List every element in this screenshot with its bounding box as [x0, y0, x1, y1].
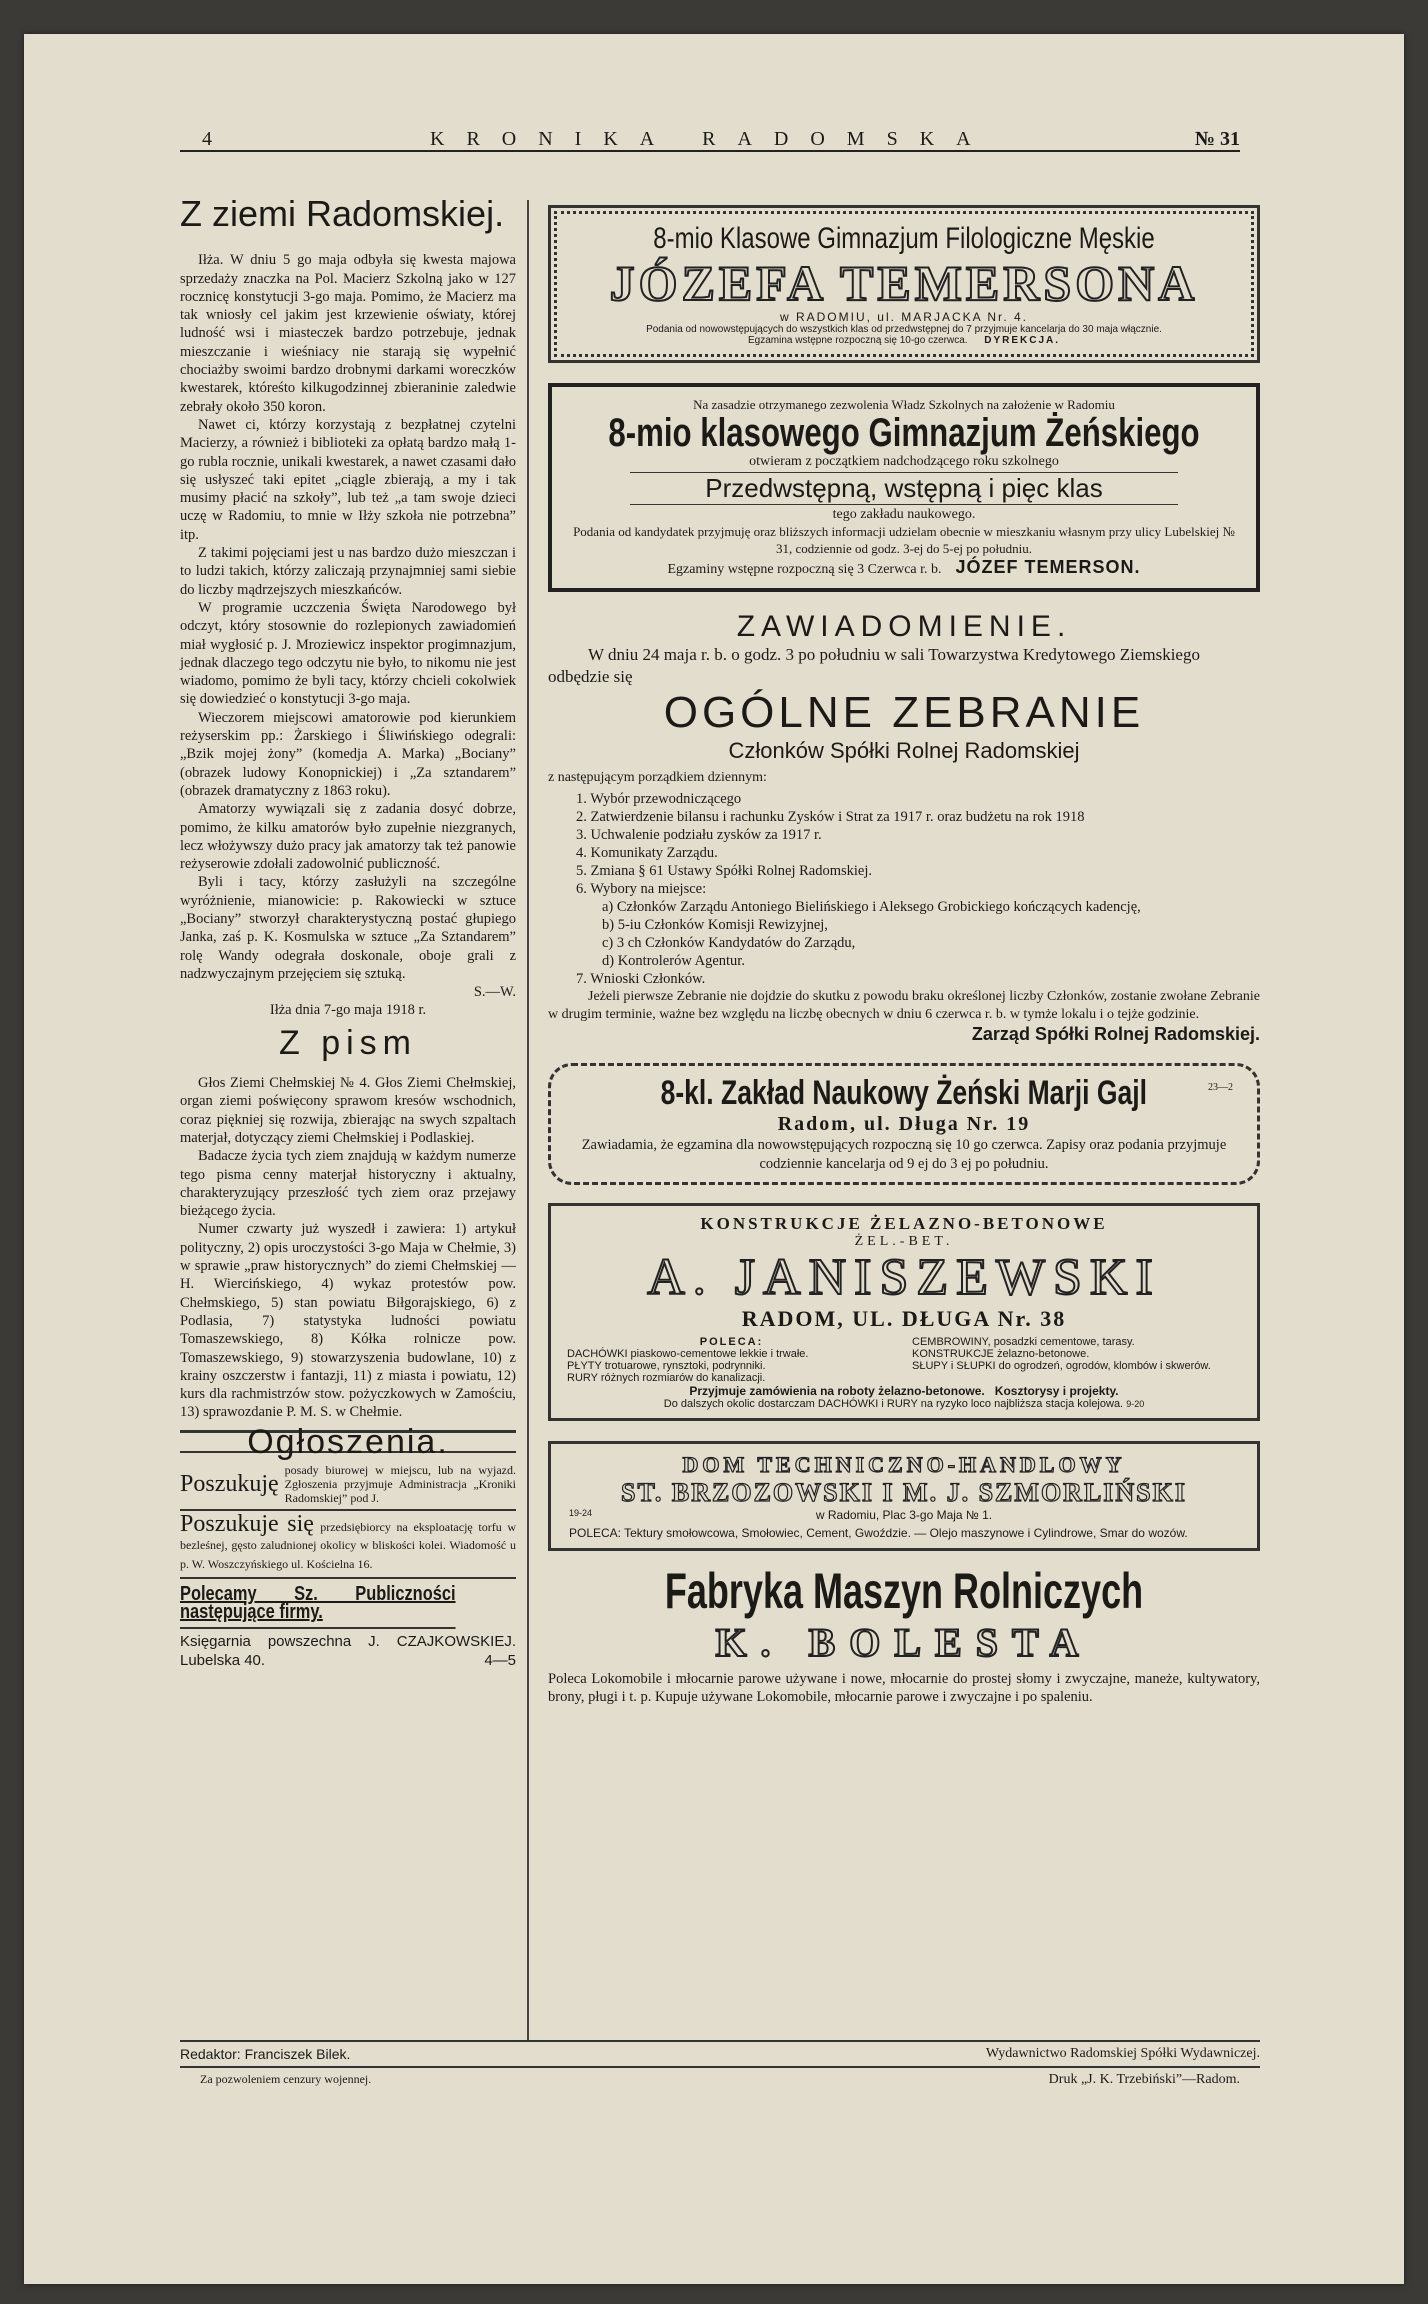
notice-title: ZAWIADOMIENIE.	[736, 610, 1072, 643]
ad-firms-heading: Polecamy Sz. Publiczności następujące firmy.	[180, 1579, 456, 1630]
ad-line: Przyjmuje zamówienia na roboty żelazno-betonowe. Kosztorysy i projekty.	[689, 1384, 1119, 1398]
ad-line: Na zasadzie otrzymanego zezwolenia Władz Szkolnych na założenie w Radomiu	[693, 397, 1115, 412]
ad-address: w RADOMIU, ul. MARJACKA Nr. 4.	[779, 310, 1029, 324]
article-date: Iłża dnia 7-go maja 1918 r.	[269, 1002, 427, 1019]
ad-line: ŻEL.-BET.	[854, 1234, 954, 1249]
agenda-item: d) Kontrolerów Agentur.	[602, 953, 745, 969]
ad-text: Poleca Lokomobile i młocarnie parowe używane i nowe, młocarnie do prostej słomy i zwyczajne, maneże, kultywatory, brony, pługi i t. p. Kupuje używane Lokomobile, młocarnie parowe i zwyczajne i po spaleniu.	[548, 1671, 1260, 1705]
ad-line: DOM TECHNICZNO-HANDLOWY	[682, 1452, 1126, 1477]
page-footer	[180, 2040, 1260, 2088]
column-divider	[527, 200, 529, 2040]
agenda-item: 5. Zmiana § 61 Ustawy Spółki Rolnej Radomskiej.	[576, 863, 873, 879]
agenda-item: 2. Zatwierdzenie bilansu i rachunku Zysków i Strat za 1917 r. oraz budżetu na rok 1918	[576, 809, 1085, 825]
ad-poleca: POLECA:	[699, 1336, 764, 1348]
ad-line: Egzamina wstępne rozpoczną się 10-go czerwca. DYREKCJA.	[747, 335, 1061, 346]
agenda-item: 4. Komunikaty Zarządu.	[576, 845, 718, 861]
classified-ad	[180, 1459, 516, 1511]
ad-line: Podania od nowowstępujących do wszystkich klas od przedwstępnej do 7 przyjmuje kancelarja do 30 maja włącznie.	[646, 324, 1162, 335]
ad-line: KONSTRUKCJE ŻELAZNO-BETONOWE	[700, 1214, 1108, 1233]
notice-sub: Członków Spółki Rolnej Radomskiej	[728, 738, 1080, 763]
agenda-item: 7. Wnioski Członków.	[576, 971, 706, 987]
notice-signature: Zarząd Spółki Rolnej Radomskiej.	[971, 1024, 1260, 1044]
ad-bolesta	[548, 1563, 1260, 1706]
article-paragraph: Numer czwarty już wyszedł i zawiera: 1) artykuł polityczny, 2) opis uroczystości 3-go Maja w Chełmie, 3) w sprawie „praw historycznych” do ziemi Chełmskiej — H. Wiercińskiego, 4) wykaz protestów pow. Chełmskiego, 5) stan powiatu Biłgorajskiego, 6) z Podlasia, 7) statystyka ludności powiatu Tomaszewskiego, 8) Kółka rolnicze pow. Tomaszewskiego, 9) stowarzyszenia budowlane, 10) z krainy oszczerstw i fantazji, 11) z miasta i powiatu, 12) kurs dla rachmistrzów stow. pożyczkowych w Zamościu, 13) sprawozdanie P. M. S. w Chełmie.	[180, 1221, 516, 1421]
notice-text: W dniu 24 maja r. b. o godz. 3 po południu w sali Towarzystwa Kredytowego Ziemskiego odbędzie się	[548, 645, 1200, 686]
ad-janiszewski	[548, 1203, 1260, 1421]
section-title-press: Z pism	[279, 1023, 417, 1062]
ad-line: POLECA: Tektury smołowcowa, Smołowiec, Cement, Gwoździe. — Olejo maszynowe i Cylindrowe, Smar do wozów.	[569, 1526, 1188, 1540]
ad-zaklad-gajl	[548, 1063, 1260, 1185]
issue-number: № 31	[1194, 128, 1240, 150]
ad-line: Podania od kandydatek przyjmuję oraz bliższych informacji udzielam obecnie w mieszkaniu własnym przy ulicy Lubelskiej № 31, codziennie od godz. 3-ej do 5-ej po południu.	[573, 524, 1235, 556]
notice-text: Jeżeli pierwsze Zebranie nie dojdzie do skutku z powodu braku określonej liczby Członków, zostanie zwołane Zebranie w drugim terminie, ważne bez względu na liczbę obecnych w dniu 6 czerwca r. b. w tymże lokalu i o tejże godzinie.	[548, 989, 1260, 1022]
article-paragraph: Iłża. W dniu 5 go maja odbyła się kwesta majowa sprzedaży znaczka na Pol. Macierz Szkolną jako w 127 rocznicę konstytucji 3-go maja. Pomimo, że Macierz ma tak wniosły cel jakim jest krzewienie oświaty, której ludność wsi i miasteczek bardzo potrzebuje, jednak mieszczanie i wieśniacy nie starają się wypełnić chociażby swoimi bardzo drobnymi darkami woreczków kwestarek, któreśto kilkugodzinnej zbieraninie zaledwie zebrały około 350 koron.	[180, 252, 516, 415]
ad-line: RURY różnych rozmiarów do kanalizacji.	[567, 1372, 766, 1384]
printer: Druk „J. K. Trzebiński”—Radom.	[1048, 2072, 1240, 2087]
ad-number: 4—5	[484, 1651, 516, 1669]
ad-address: 19-24 w Radomiu, Plac 3-go Maja № 1.	[569, 1508, 993, 1522]
ad-name: K. BOLESTA	[715, 1620, 1093, 1665]
ad-name: A. JANISZEWSKI	[647, 1249, 1161, 1306]
agenda-item: c) 3 ch Członków Kandydatów do Zarządu,	[602, 935, 856, 951]
agenda-list	[576, 790, 1260, 988]
classified-ad	[180, 1511, 516, 1579]
classified-ad	[180, 1629, 516, 1674]
agenda-item: b) 5-iu Członków Komisji Rewizyjnej,	[602, 917, 828, 933]
ad-line: Zawiadamia, że egzamina dla nowowstępujących rozpoczną się 10 go czerwca. Zapisy oraz podania przyjmuje codziennie kancelarja od 9 ej do 3 ej po południu.	[581, 1137, 1227, 1172]
page-number: 4	[202, 128, 212, 150]
publisher: Wydawnictwo Radomskiej Spółki Wydawniczej.	[985, 2046, 1260, 2061]
ad-title: Fabryka Maszyn Rolniczych	[664, 1563, 1144, 1619]
ad-name: ST. BRZOZOWSKI I M. J. SZMORLIŃSKI	[621, 1478, 1187, 1507]
ad-gimnazjum-meskie	[554, 211, 1254, 357]
article-paragraph: Nawet ci, którzy korzystają z bezpłatnej czytelni Macierzy, a również i biblioteki za opłatą bardzo małą 1-go rubla rocznie, unikali kwestarek, a nawet czasami dało się usłyszeć taki epitet „ciągle zbierają, a my i tak musimy płacić na szkoły”, lub też „a tam swoje dzieci uczę w Radomiu, to mnie w Iłży szkoła nie potrzebna” itp.	[180, 416, 516, 543]
article-paragraph: Wieczorem miejscowi amatorowie pod kierunkiem reżyserskim pp.: Żarskiego i Śliwińskiego odegrali: „Bzik mojej żony” (komedja A. Marka) „Bociany” (obrazek ludowy Konopnickiej) i „Za sztandarem” (obrazek dramatyczny z 1863 roku).	[180, 709, 516, 799]
ad-text: Księgarnia powszechna J. CZAJKOWSKIEJ. Lubelska 40.	[180, 1633, 516, 1669]
ad-title: 8-mio klasowego Gimnazjum Żeńskiego	[608, 411, 1200, 455]
article-paragraph: Byli i tacy, którzy zasłużyli na szczególne wyróżnienie, mianowicie: p. Rakowiecki w sztuce „Bociany” stworzył charakterystyczną postać głupiego Janka, zaś p. K. Kosmulska w sztuce „Za Sztandarem” rolę Wandy odegrała doskonale, oboje grali z nadzwyczajnym przejęciem się sztuką.	[180, 874, 516, 982]
ad-heading: Poszukuje się	[180, 1511, 314, 1537]
ad-number: 23—2	[1208, 1082, 1233, 1093]
ad-line: SŁUPY i SŁUPKI do ogrodzeń, ogrodów, klombów i skwerów.	[912, 1360, 1211, 1372]
agenda-item: 3. Uchwalenie podziału zysków za 1917 r.	[576, 827, 822, 843]
article-paragraph: Z takimi pojęciami jest u nas bardzo dużo mieszczan i to ludzi takich, którzy zaliczają przynajmniej sami siebie do liczby mądrzejszych mieszkańców.	[180, 545, 516, 598]
ad-line: Do dalszych okolic dostarczam DACHÓWKI i RURY na ryzyko loco najbliższa stacja kolejowa. 9-20	[663, 1398, 1145, 1410]
right-column	[548, 205, 1260, 1706]
ad-address: RADOM, UL. DŁUGA Nr. 38	[741, 1306, 1067, 1331]
agenda-item: 1. Wybór przewodniczącego	[576, 791, 742, 807]
section-title-ads: Ogłoszenia.	[180, 1430, 516, 1453]
ad-text: przedsiębiorcy na eksploatację torfu w bezleśnej, gęsto zaludnionej okolicy w bliskości kolei. Wiadomość u p. W. Woszczyńskiego ul. Kościelna 16.	[180, 1520, 516, 1571]
ad-gimnazjum-zenskie	[548, 383, 1260, 592]
ad-line: Przedwstępną, wstępną i pięc klas	[630, 472, 1178, 505]
censor-note: Za pozwoleniem cenzury wojennej.	[200, 2072, 372, 2086]
left-column	[180, 193, 516, 1674]
ad-line: CEMBROWINY, posadzki cementowe, tarasy.	[912, 1336, 1135, 1348]
ad-line: KONSTRUKCJE żelazno-betonowe.	[912, 1348, 1090, 1360]
article-signature: S.—W.	[473, 984, 516, 1001]
article-paragraph: Badacze życia tych ziem znajdują w każdym numerze tego pisma cenny materjał historyczny i aktualny, charakteryzujący przeszłość tych ziem oraz przejawy bieżącego życia.	[180, 1148, 516, 1220]
ad-name: JÓZEFA TEMERSONA	[609, 255, 1199, 311]
section-title-region: Z ziemi Radomskiej.	[180, 193, 505, 234]
ad-line: PŁYTY trotuarowe, rynsztoki, podrynniki.	[567, 1360, 766, 1372]
ad-title: 8-kl. Zakład Naukowy Żeński Marji Gajl	[660, 1074, 1148, 1112]
notice-text: z następującym porządkiem dziennym:	[548, 770, 767, 785]
newspaper-title: KRONIKA RADOMSKA	[430, 128, 993, 150]
ad-line: Egzaminy wstępne rozpoczną się 3 Czerwca r. b. JÓZEF TEMERSON.	[667, 557, 1141, 577]
editor: Redaktor: Franciszek Bilek.	[180, 2046, 351, 2062]
ad-line: otwieram z początkiem nadchodzącego roku szkolnego	[749, 454, 1059, 469]
notice-big: OGÓLNE ZEBRANIE	[663, 688, 1145, 737]
article-paragraph: Amatorzy wywiązali się z zadania dosyć dobrze, pomimo, że kilku amatorów było zupełnie niezgranych, lecz włożywszy dużo pracy jak amatorzy tak też panowie reżyserowie zdołali zadowolnić publiczność.	[180, 801, 516, 873]
article-paragraph: Głos Ziemi Chełmskiej № 4. Głos Ziemi Chełmskiej, organ ziemi poświęcony sprawom kresów wschodnich, coraz piękniej się rozwija, zbierając na swych szpaltach materjał, dotyczący ziemi Chełmskiej i Podlaskiej.	[180, 1075, 516, 1146]
ad-line: 8-mio Klasowe Gimnazjum Filologiczne Męskie	[653, 222, 1155, 255]
ad-dom-techniczny	[548, 1441, 1260, 1551]
article-paragraph: W programie uczczenia Święta Narodowego był odczyt, który stosownie do rozlepionych zawiadomień miał wygłosić p. J. Mroziewicz inspektor progimnazjum, jednak dlaczego tego odczytu nie było, to nikomu nie jest wiadomo, pomimo że byli tacy, którzy chcieli cokolwiek się dowiedzieć o konstytucji 3-go maja.	[180, 599, 516, 708]
ad-heading: Poszukuję	[180, 1470, 279, 1497]
ad-text: posady biurowej w miejscu, lub na wyjazd. Zgłoszenia przyjmuje Administracja „Kroniki Radomskiej” pod J.	[284, 1463, 516, 1505]
agenda-item: a) Członków Zarządu Antoniego Bielińskiego i Aleksego Grobickiego kończących kadencję,	[602, 899, 1141, 915]
ad-address: Radom, ul. Długa Nr. 19	[777, 1113, 1031, 1135]
agenda-item: 6. Wybory na miejsce:	[576, 881, 707, 897]
ad-line: tego zakładu naukowego.	[832, 507, 976, 522]
ad-line: DACHÓWKI piaskowo-cementowe lekkie i trwałe.	[567, 1348, 809, 1360]
page-header	[180, 128, 1240, 152]
